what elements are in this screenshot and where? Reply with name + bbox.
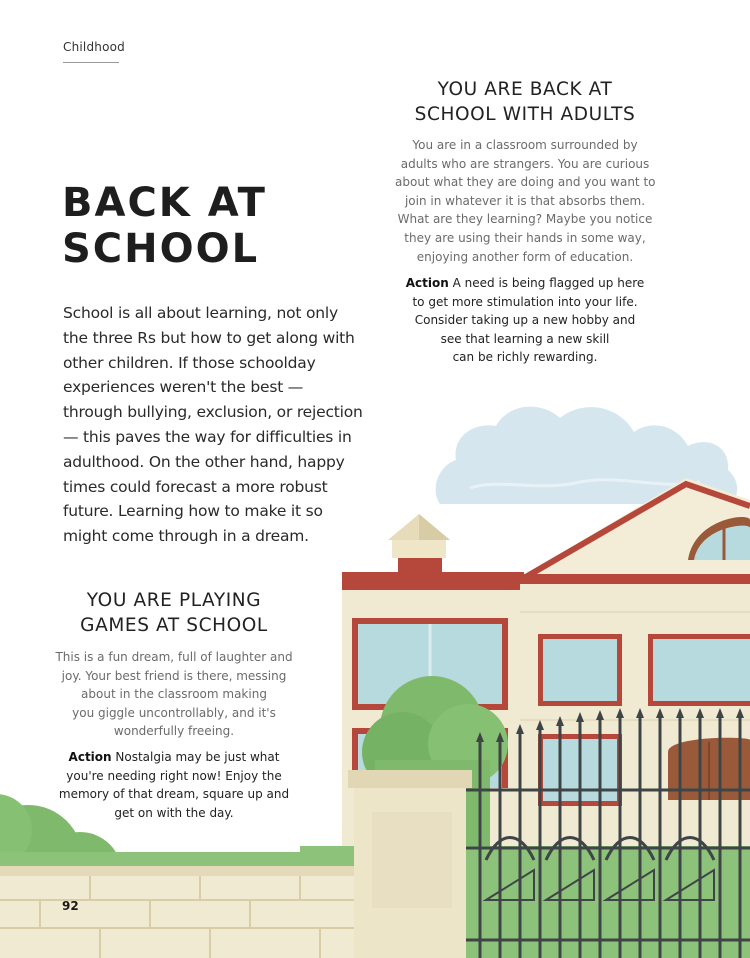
body-line: wonderfully freeing. [113,724,235,739]
body-line: This is a fun dream, full of laughter and [55,650,293,664]
body-line: What are they learning? Maybe you notice [397,212,653,227]
action-line: Consider taking up a new hobby and [414,313,636,328]
page-number: 92 [62,899,79,913]
heading-line: SCHOOL WITH ADULTS [414,104,636,125]
action-line: can be richly rewarding. [452,350,598,365]
running-head: Childhood [63,40,125,54]
body-line: about in the classroom making [81,687,267,702]
page-title-line: BACK AT [62,180,267,226]
action-line [40,748,308,767]
action-line [395,274,655,293]
body-line: adults who are strangers. You are curious [400,156,650,171]
body-line: you giggle uncontrollably, and it's [72,705,276,720]
main-building [520,578,750,868]
intro-paragraph: School is all about learning, not only the three Rs but how to get along with other children. If those schoolday experiences weren't the best — through bullying, exclusion, or rejection — this paves the way for difficulties in adulthood. On the other hand, happy times could forecast a more robust future. Learning how to make it so might come through in a dream. [63,304,363,546]
action-text: Nostalgia may be just what [111,750,280,764]
page-title-line: SCHOOL [62,226,260,272]
body-line: they are using their hands in some way, [404,230,646,245]
action-text: A need is being flagged up here [448,276,645,290]
action-label: Action [405,276,449,290]
heading-line: YOU ARE BACK AT [437,79,613,100]
action-line: you're needing right now! Enjoy the [66,768,282,783]
body-line: You are in a classroom surrounded by [412,138,638,152]
action-line: to get more stimulation into your life. [412,294,638,309]
section-body-games [40,648,308,741]
running-head-rule [63,62,119,63]
body-line: enjoying another form of education. [416,249,634,264]
action-line: see that learning a new skill [440,331,610,346]
section-heading-games [60,588,288,638]
body-line: about what they are doing and you want to [395,175,656,190]
section-body-adults [395,136,655,266]
page-title [62,180,362,272]
action-label: Action [68,750,112,764]
low-wall [0,872,362,958]
section-action-adults [395,274,655,367]
section-action-games [40,748,308,822]
body-line: join in whatever it is that absorbs them. [404,193,646,208]
section-heading-adults [395,77,655,127]
heading-line: GAMES AT SCHOOL [80,615,268,636]
heading-line: YOU ARE PLAYING [86,590,262,611]
action-line: get on with the day. [114,805,234,820]
action-line: memory of that dream, square up and [58,787,290,802]
body-line: joy. Your best friend is there, messing [61,668,287,683]
